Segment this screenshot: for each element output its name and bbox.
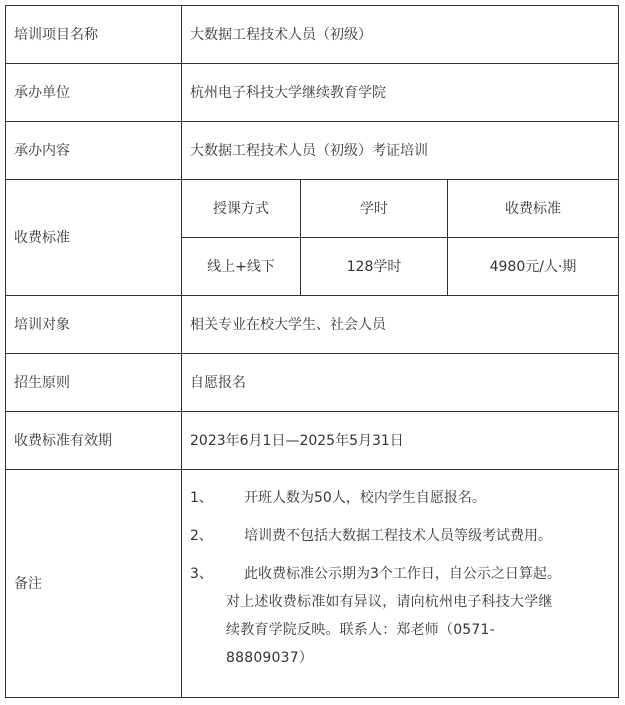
note-item-3 [190,560,610,672]
fee-label: 收费标准 [6,180,182,296]
validity-value: 2023年6月1日—2025年5月31日 [182,412,619,470]
organizer-value: 杭州电子科技大学继续教育学院 [182,64,619,122]
fee-subtable [182,180,618,295]
content-value: 大数据工程技术人员（初级）考证培训 [182,122,619,180]
fee-header-mode: 授课方式 [182,180,301,238]
fee-subtable-cell [182,180,619,296]
validity-label: 收费标准有效期 [6,412,182,470]
note-text: 开班人数为50人，校内学生自愿报名。 [244,490,486,506]
note-number: 2、 [190,528,213,544]
note-text: 此收费标准公示期为3个工作日，自公示之日算起。 [244,566,561,582]
note-text: 培训费不包括大数据工程技术人员等级考试费用。 [244,528,552,544]
row-principle [6,354,619,412]
notes-label: 备注 [6,470,182,698]
content-label: 承办内容 [6,122,182,180]
fee-value-price: 4980元/人·期 [448,238,619,296]
row-fee [6,180,619,296]
note-number: 1、 [190,490,213,506]
principle-label: 招生原则 [6,354,182,412]
fee-value-hours: 128学时 [301,238,448,296]
row-project-name [6,6,619,64]
note-item-2 [190,522,610,550]
project-name-label: 培训项目名称 [6,6,182,64]
principle-value: 自愿报名 [182,354,619,412]
target-label: 培训对象 [6,296,182,354]
row-organizer [6,64,619,122]
fee-header-price: 收费标准 [448,180,619,238]
target-value: 相关专业在校大学生、社会人员 [182,296,619,354]
note-text-block [226,560,610,672]
fee-value-mode: 线上+线下 [182,238,301,296]
row-target [6,296,619,354]
note-text-line: 88809037） [226,650,314,666]
fee-header-row [182,180,618,238]
fee-value-row [182,238,618,296]
notes-cell [182,470,619,698]
note-number: 3、 [190,566,213,582]
fee-notice-table [5,5,619,698]
fee-header-hours: 学时 [301,180,448,238]
note-item-1 [190,484,610,512]
project-name-value: 大数据工程技术人员（初级） [182,6,619,64]
row-notes [6,470,619,698]
note-text-line: 续教育学院反映。联系人：郑老师（0571- [226,622,495,638]
row-validity [6,412,619,470]
note-text-line: 对上述收费标准如有异议，请向杭州电子科技大学继 [226,594,553,610]
row-content [6,122,619,180]
organizer-label: 承办单位 [6,64,182,122]
